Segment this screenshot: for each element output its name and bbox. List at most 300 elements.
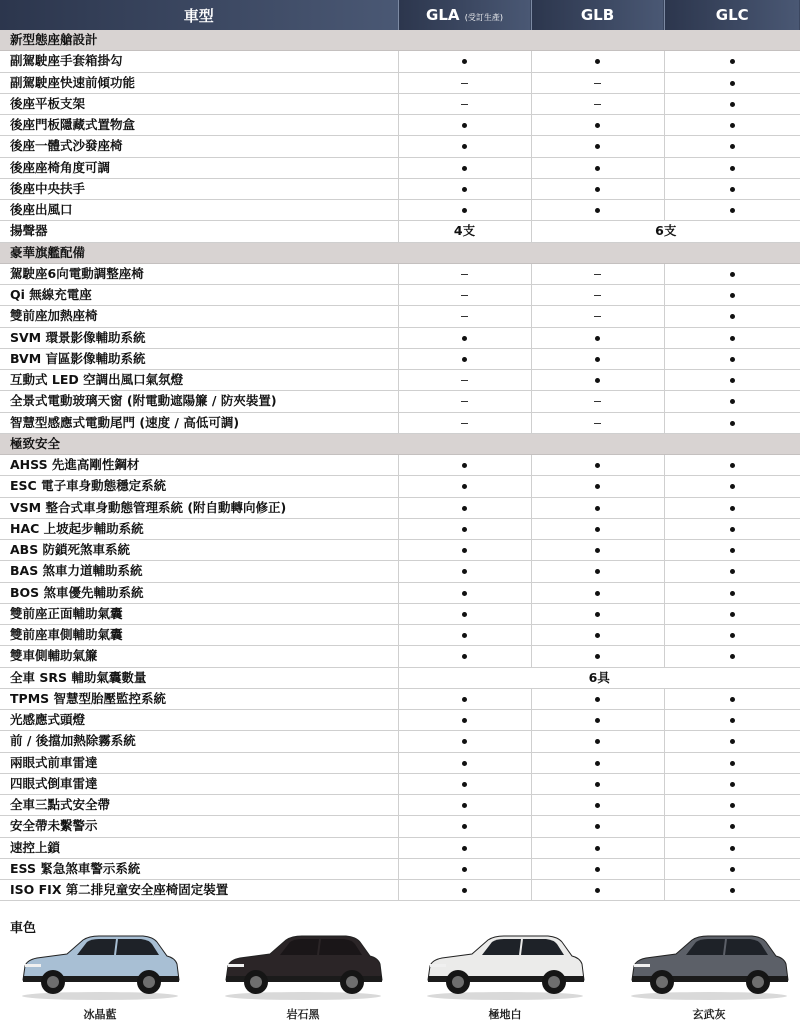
dot-icon bbox=[595, 612, 600, 617]
feature-label: 副駕駛座快速前傾功能 bbox=[0, 72, 398, 93]
dot-icon bbox=[462, 336, 467, 341]
available-mark bbox=[664, 136, 800, 157]
unavailable-mark bbox=[398, 93, 531, 114]
dot-icon bbox=[462, 484, 467, 489]
available-mark bbox=[398, 200, 531, 221]
available-mark bbox=[664, 858, 800, 879]
dot-icon bbox=[730, 633, 735, 638]
available-mark bbox=[531, 603, 664, 624]
dot-icon bbox=[462, 803, 467, 808]
dot-icon bbox=[462, 463, 467, 468]
table-row bbox=[0, 200, 800, 221]
dot-icon bbox=[730, 867, 735, 872]
available-mark bbox=[398, 476, 531, 497]
feature-label: 安全帶未繫警示 bbox=[0, 816, 398, 837]
dot-icon bbox=[730, 378, 735, 383]
dot-icon bbox=[730, 654, 735, 659]
dot-icon bbox=[730, 739, 735, 744]
dot-icon bbox=[462, 633, 467, 638]
feature-label: ABS 防鎖死煞車系統 bbox=[0, 540, 398, 561]
available-mark bbox=[398, 518, 531, 539]
available-mark bbox=[664, 518, 800, 539]
dot-icon bbox=[462, 761, 467, 766]
dash-icon bbox=[461, 295, 468, 296]
available-mark bbox=[531, 561, 664, 582]
available-mark bbox=[664, 285, 800, 306]
available-mark bbox=[664, 710, 800, 731]
unavailable-mark bbox=[398, 370, 531, 391]
dot-icon bbox=[595, 867, 600, 872]
table-row bbox=[0, 582, 800, 603]
available-mark bbox=[398, 816, 531, 837]
dot-icon bbox=[595, 208, 600, 213]
table-row bbox=[0, 837, 800, 858]
available-mark bbox=[531, 858, 664, 879]
available-mark bbox=[664, 348, 800, 369]
available-mark bbox=[398, 178, 531, 199]
gla-note: (受訂生產) bbox=[464, 13, 503, 22]
dot-icon bbox=[462, 144, 467, 149]
available-mark bbox=[531, 476, 664, 497]
available-mark bbox=[398, 646, 531, 667]
car-swatch bbox=[15, 930, 185, 1028]
available-mark bbox=[664, 837, 800, 858]
available-mark bbox=[398, 625, 531, 646]
dot-icon bbox=[595, 548, 600, 553]
available-mark bbox=[398, 858, 531, 879]
available-mark bbox=[664, 816, 800, 837]
dot-icon bbox=[730, 144, 735, 149]
table-row bbox=[0, 476, 800, 497]
header-row bbox=[0, 0, 800, 30]
dot-icon bbox=[595, 782, 600, 787]
dot-icon bbox=[595, 506, 600, 511]
available-mark bbox=[664, 412, 800, 433]
feature-label: BOS 煞車優先輔助系統 bbox=[0, 582, 398, 603]
available-mark bbox=[531, 157, 664, 178]
available-mark bbox=[398, 582, 531, 603]
available-mark bbox=[398, 51, 531, 72]
dot-icon bbox=[730, 123, 735, 128]
feature-label: 揚聲器 bbox=[0, 221, 398, 242]
feature-label: HAC 上坡起步輔助系統 bbox=[0, 518, 398, 539]
feature-label: Qi 無線充電座 bbox=[0, 285, 398, 306]
gla-label: GLA bbox=[426, 6, 460, 24]
unavailable-mark bbox=[398, 306, 531, 327]
dot-icon bbox=[595, 633, 600, 638]
dot-icon bbox=[595, 463, 600, 468]
available-mark bbox=[664, 795, 800, 816]
available-mark bbox=[531, 540, 664, 561]
feature-label: 全車三點式安全帶 bbox=[0, 795, 398, 816]
dot-icon bbox=[595, 166, 600, 171]
feature-label: ISO FIX 第二排兒童安全座椅固定裝置 bbox=[0, 880, 398, 901]
feature-label: 光感應式頭燈 bbox=[0, 710, 398, 731]
table-row bbox=[0, 391, 800, 412]
header-gla bbox=[398, 0, 531, 30]
available-mark bbox=[531, 518, 664, 539]
unavailable-mark bbox=[398, 412, 531, 433]
unavailable-mark bbox=[531, 412, 664, 433]
feature-label: SVM 環景影像輔助系統 bbox=[0, 327, 398, 348]
dot-icon bbox=[730, 272, 735, 277]
available-mark bbox=[531, 370, 664, 391]
available-mark bbox=[531, 51, 664, 72]
dot-icon bbox=[462, 782, 467, 787]
dash-icon bbox=[594, 83, 601, 84]
dot-icon bbox=[595, 144, 600, 149]
dot-icon bbox=[462, 718, 467, 723]
dot-icon bbox=[730, 314, 735, 319]
dash-icon bbox=[594, 423, 601, 424]
dot-icon bbox=[462, 824, 467, 829]
feature-label: 全車 SRS 輔助氣囊數量 bbox=[0, 667, 398, 688]
dot-icon bbox=[730, 463, 735, 468]
table-row bbox=[0, 710, 800, 731]
available-mark bbox=[398, 455, 531, 476]
dot-icon bbox=[595, 569, 600, 574]
feature-label: 後座出風口 bbox=[0, 200, 398, 221]
table-row bbox=[0, 880, 800, 901]
dot-icon bbox=[595, 123, 600, 128]
available-mark bbox=[664, 625, 800, 646]
feature-label: 智慧型感應式電動尾門 (速度 / 高低可調) bbox=[0, 412, 398, 433]
available-mark bbox=[531, 731, 664, 752]
available-mark bbox=[664, 51, 800, 72]
feature-label: 後座座椅角度可調 bbox=[0, 157, 398, 178]
available-mark bbox=[531, 455, 664, 476]
table-row bbox=[0, 752, 800, 773]
table-row bbox=[0, 561, 800, 582]
available-mark bbox=[664, 731, 800, 752]
available-mark bbox=[531, 327, 664, 348]
color-name: 玄武灰 bbox=[692, 1008, 726, 1021]
unavailable-mark bbox=[398, 72, 531, 93]
dot-icon bbox=[595, 824, 600, 829]
dot-icon bbox=[595, 59, 600, 64]
available-mark bbox=[664, 72, 800, 93]
dot-icon bbox=[595, 654, 600, 659]
table-row bbox=[0, 221, 800, 242]
available-mark bbox=[531, 880, 664, 901]
dash-icon bbox=[594, 274, 601, 275]
available-mark bbox=[398, 540, 531, 561]
car-swatch bbox=[624, 930, 794, 1028]
color-name: 岩石黑 bbox=[286, 1008, 320, 1021]
available-mark bbox=[398, 115, 531, 136]
unavailable-mark bbox=[531, 263, 664, 284]
available-mark bbox=[398, 731, 531, 752]
table-row bbox=[0, 136, 800, 157]
dash-icon bbox=[461, 316, 468, 317]
feature-label: BAS 煞車力道輔助系統 bbox=[0, 561, 398, 582]
feature-label: 雙前座加熱座椅 bbox=[0, 306, 398, 327]
dot-icon bbox=[462, 357, 467, 362]
available-mark bbox=[664, 306, 800, 327]
available-mark bbox=[664, 455, 800, 476]
available-mark bbox=[664, 327, 800, 348]
feature-label: 互動式 LED 空調出風口氣氛燈 bbox=[0, 370, 398, 391]
table-row bbox=[0, 625, 800, 646]
table-row bbox=[0, 603, 800, 624]
available-mark bbox=[398, 327, 531, 348]
header-model-label: 車型 bbox=[0, 0, 398, 30]
section-title: 新型態座艙設計 bbox=[0, 30, 800, 51]
available-mark bbox=[664, 752, 800, 773]
table-row bbox=[0, 327, 800, 348]
color-name: 極地白 bbox=[488, 1008, 522, 1021]
dot-icon bbox=[730, 506, 735, 511]
available-mark bbox=[664, 263, 800, 284]
car-swatch bbox=[420, 930, 590, 1028]
available-mark bbox=[664, 370, 800, 391]
dot-icon bbox=[462, 569, 467, 574]
dash-icon bbox=[594, 401, 601, 402]
dot-icon bbox=[595, 378, 600, 383]
table-row bbox=[0, 540, 800, 561]
unavailable-mark bbox=[398, 391, 531, 412]
dot-icon bbox=[462, 208, 467, 213]
available-mark bbox=[664, 178, 800, 199]
available-mark bbox=[531, 200, 664, 221]
feature-label: 兩眼式前車雷達 bbox=[0, 752, 398, 773]
dot-icon bbox=[595, 888, 600, 893]
dot-icon bbox=[730, 102, 735, 107]
available-mark bbox=[664, 476, 800, 497]
dot-icon bbox=[730, 166, 735, 171]
dot-icon bbox=[595, 803, 600, 808]
dot-icon bbox=[730, 336, 735, 341]
available-mark bbox=[664, 93, 800, 114]
suv-icon bbox=[624, 930, 794, 1002]
feature-label: 前 / 後擋加熱除霧系統 bbox=[0, 731, 398, 752]
dot-icon bbox=[462, 591, 467, 596]
color-name: 冰晶藍 bbox=[83, 1008, 117, 1021]
feature-label: 雙前座正面輔助氣囊 bbox=[0, 603, 398, 624]
section-title: 極致安全 bbox=[0, 433, 800, 454]
section-header bbox=[0, 242, 800, 263]
dot-icon bbox=[730, 81, 735, 86]
suv-icon bbox=[420, 930, 590, 1002]
available-mark bbox=[531, 646, 664, 667]
dash-icon bbox=[594, 316, 601, 317]
header-glc: GLC bbox=[664, 0, 800, 30]
dot-icon bbox=[595, 336, 600, 341]
unavailable-mark bbox=[531, 72, 664, 93]
available-mark bbox=[398, 348, 531, 369]
available-mark bbox=[398, 497, 531, 518]
dot-icon bbox=[462, 59, 467, 64]
available-mark bbox=[664, 200, 800, 221]
table-row bbox=[0, 178, 800, 199]
available-mark bbox=[531, 497, 664, 518]
available-mark bbox=[531, 136, 664, 157]
available-mark bbox=[664, 880, 800, 901]
dot-icon bbox=[462, 888, 467, 893]
dot-icon bbox=[730, 357, 735, 362]
feature-label: 雙車側輔助氣簾 bbox=[0, 646, 398, 667]
available-mark bbox=[398, 795, 531, 816]
unavailable-mark bbox=[531, 306, 664, 327]
dot-icon bbox=[730, 761, 735, 766]
available-mark bbox=[664, 688, 800, 709]
feature-label: VSM 整合式車身動態管理系統 (附自動轉向修正) bbox=[0, 497, 398, 518]
available-mark bbox=[664, 773, 800, 794]
dot-icon bbox=[595, 718, 600, 723]
table-row bbox=[0, 858, 800, 879]
dot-icon bbox=[595, 484, 600, 489]
available-mark bbox=[531, 710, 664, 731]
unavailable-mark bbox=[398, 285, 531, 306]
dot-icon bbox=[730, 888, 735, 893]
unavailable-mark bbox=[531, 285, 664, 306]
dot-icon bbox=[462, 548, 467, 553]
available-mark bbox=[664, 582, 800, 603]
dot-icon bbox=[730, 824, 735, 829]
feature-label: 後座一體式沙發座椅 bbox=[0, 136, 398, 157]
available-mark bbox=[531, 752, 664, 773]
table-row bbox=[0, 412, 800, 433]
dot-icon bbox=[462, 187, 467, 192]
suv-icon bbox=[218, 930, 388, 1002]
dot-icon bbox=[595, 761, 600, 766]
dot-icon bbox=[730, 569, 735, 574]
available-mark bbox=[398, 773, 531, 794]
dot-icon bbox=[730, 548, 735, 553]
dot-icon bbox=[462, 527, 467, 532]
feature-label: AHSS 先進高剛性鋼材 bbox=[0, 455, 398, 476]
available-mark bbox=[531, 178, 664, 199]
dot-icon bbox=[730, 527, 735, 532]
section-title: 豪華旗艦配備 bbox=[0, 242, 800, 263]
table-row bbox=[0, 157, 800, 178]
feature-label: ESS 緊急煞車警示系統 bbox=[0, 858, 398, 879]
feature-label: TPMS 智慧型胎壓監控系統 bbox=[0, 688, 398, 709]
table-row bbox=[0, 455, 800, 476]
dot-icon bbox=[462, 846, 467, 851]
table-row bbox=[0, 285, 800, 306]
available-mark bbox=[531, 773, 664, 794]
table-row bbox=[0, 646, 800, 667]
dot-icon bbox=[462, 867, 467, 872]
colors-title: 車色 bbox=[10, 921, 37, 936]
available-mark bbox=[531, 837, 664, 858]
merged-value: 4支 bbox=[398, 221, 531, 242]
table-row bbox=[0, 263, 800, 284]
dot-icon bbox=[462, 166, 467, 171]
feature-label: 全景式電動玻璃天窗 (附電動遮陽簾 / 防夾裝置) bbox=[0, 391, 398, 412]
available-mark bbox=[664, 561, 800, 582]
feature-label: 四眼式倒車雷達 bbox=[0, 773, 398, 794]
table-row bbox=[0, 773, 800, 794]
dot-icon bbox=[595, 846, 600, 851]
feature-label: 駕駛座6向電動調整座椅 bbox=[0, 263, 398, 284]
feature-label: 雙前座車側輔助氣囊 bbox=[0, 625, 398, 646]
available-mark bbox=[398, 136, 531, 157]
dot-icon bbox=[730, 803, 735, 808]
feature-label: ESC 電子車身動態穩定系統 bbox=[0, 476, 398, 497]
dot-icon bbox=[595, 527, 600, 532]
dot-icon bbox=[595, 591, 600, 596]
available-mark bbox=[531, 582, 664, 603]
dot-icon bbox=[730, 399, 735, 404]
available-mark bbox=[664, 157, 800, 178]
dot-icon bbox=[730, 782, 735, 787]
dot-icon bbox=[730, 59, 735, 64]
merged-value: 6具 bbox=[398, 667, 800, 688]
dot-icon bbox=[462, 123, 467, 128]
feature-label: 速控上鎖 bbox=[0, 837, 398, 858]
table-row bbox=[0, 667, 800, 688]
table-row bbox=[0, 348, 800, 369]
dot-icon bbox=[462, 654, 467, 659]
available-mark bbox=[398, 561, 531, 582]
table-row bbox=[0, 93, 800, 114]
dash-icon bbox=[594, 295, 601, 296]
available-mark bbox=[531, 115, 664, 136]
dot-icon bbox=[462, 612, 467, 617]
dot-icon bbox=[595, 739, 600, 744]
section-header bbox=[0, 30, 800, 51]
feature-label: 副駕駛座手套箱掛勾 bbox=[0, 51, 398, 72]
dot-icon bbox=[730, 697, 735, 702]
dash-icon bbox=[461, 274, 468, 275]
dot-icon bbox=[730, 612, 735, 617]
dot-icon bbox=[730, 208, 735, 213]
dash-icon bbox=[461, 104, 468, 105]
dash-icon bbox=[461, 401, 468, 402]
dot-icon bbox=[730, 421, 735, 426]
available-mark bbox=[531, 795, 664, 816]
table-row bbox=[0, 497, 800, 518]
dot-icon bbox=[730, 484, 735, 489]
unavailable-mark bbox=[531, 93, 664, 114]
section-header bbox=[0, 433, 800, 454]
feature-label: 後座平板支架 bbox=[0, 93, 398, 114]
available-mark bbox=[531, 625, 664, 646]
unavailable-mark bbox=[398, 263, 531, 284]
suv-icon bbox=[15, 930, 185, 1002]
dot-icon bbox=[462, 739, 467, 744]
available-mark bbox=[531, 688, 664, 709]
available-mark bbox=[398, 837, 531, 858]
available-mark bbox=[398, 880, 531, 901]
available-mark bbox=[398, 157, 531, 178]
available-mark bbox=[531, 348, 664, 369]
dash-icon bbox=[594, 104, 601, 105]
available-mark bbox=[531, 816, 664, 837]
header-glb: GLB bbox=[531, 0, 664, 30]
feature-label: 後座門板隱藏式置物盒 bbox=[0, 115, 398, 136]
dot-icon bbox=[462, 506, 467, 511]
dash-icon bbox=[461, 83, 468, 84]
feature-label: BVM 盲區影像輔助系統 bbox=[0, 348, 398, 369]
car-swatch bbox=[218, 930, 388, 1028]
feature-label: 後座中央扶手 bbox=[0, 178, 398, 199]
dot-icon bbox=[730, 846, 735, 851]
table-row bbox=[0, 795, 800, 816]
dot-icon bbox=[595, 357, 600, 362]
dot-icon bbox=[730, 187, 735, 192]
available-mark bbox=[664, 391, 800, 412]
table-row bbox=[0, 370, 800, 391]
merged-value: 6支 bbox=[531, 221, 800, 242]
table-row bbox=[0, 816, 800, 837]
available-mark bbox=[398, 710, 531, 731]
table-row bbox=[0, 51, 800, 72]
available-mark bbox=[664, 540, 800, 561]
dash-icon bbox=[461, 380, 468, 381]
